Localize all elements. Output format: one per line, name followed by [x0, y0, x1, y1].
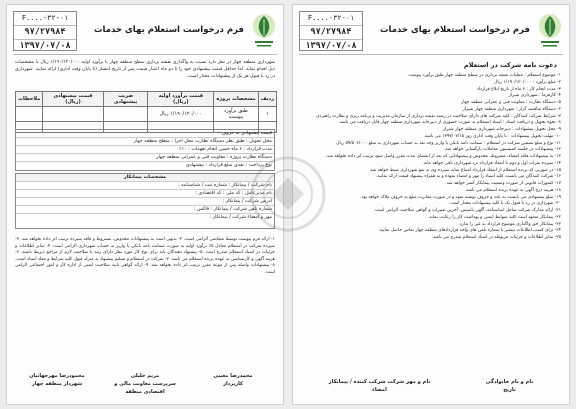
signer-role: سرپرست معاونت مالی و اقتصادی منطقه: [114, 381, 176, 395]
condition-item: ۱۹- مبلغ پیشنهادی می بایست به عدد و حروف نوشته شود و در صورت مغایرت مبلغ به حروف ملاک خواهد بود.: [360, 194, 561, 200]
signer-name: نام و نام خانوادگی: [485, 379, 534, 385]
form-title: فرم درخواست استعلام بهای خدمات: [94, 25, 244, 35]
condition-item: ۳- مدت انجام کار : ۶ ماه از تاریخ ابلاغ قرارداد: [476, 86, 561, 92]
col-estimated-price: قیمت برآورد اولیه (ریال): [148, 92, 214, 107]
delivery-location-row: محل تحویل : طبق نظر دستگاه نظارت محل اجرا : سطح منطقه چهار: [16, 138, 274, 146]
condition-item: ۱۶- شرکت کنندگان می بایست کلیه اسناد را مهر و امضاء نموده و به همراه پیشنهاد قیمت ارائه نمایند.: [375, 174, 561, 180]
condition-item: ۱۵- در صورتی که برنده استعلام از انعقاد قرارداد امتناع نماید سپرده وی به نفع شهرداری ضبط خواهد شد.: [368, 167, 561, 173]
letter-date: ۱۳۹۷/۰۷/۰۸: [19, 41, 71, 51]
contractor-phone-field[interactable]: شماره تلفن شرکت / پیمانکار : فاکس :: [16, 206, 274, 214]
condition-item: ۱- موضوع استعلام : عملیات نقشه برداری در سطح منطقه چهار طبق برآورد پیوست: [408, 73, 561, 78]
form-code: F....-۳۲-۰۱: [14, 12, 76, 26]
signer-name: مریم خلیلی: [130, 373, 160, 379]
col-remarks: ملاحظات: [16, 92, 43, 107]
signer-name: نام و مهر شرکت شرکت کننده / پیمانکار: [328, 379, 431, 385]
col-project-spec: مشخصات پروژه: [214, 92, 259, 107]
condition-item: ۱۲- پیشنهادات در جلسه کمیسیون معاملات بازگشایی خواهد شد.: [443, 147, 561, 153]
municipality-logo-icon: [251, 13, 277, 49]
letter-number: ۹۷/۲۷۹۸۴: [300, 26, 362, 40]
signer-role: کارپرداز: [223, 381, 243, 387]
cell-row-number: ۱: [258, 107, 276, 122]
condition-item: ۷- شرایط شرکت کنندگان : کلیه شرکت های دارای صلاحیت در رشته نقشه برداری از سازمان مدیریت و برنامه ریزی و نظارت راهبردی: [316, 113, 561, 119]
condition-item: ۲- مبلغ برآورد : ۱/۱۹۰/۱۲۰/۰۰۰ ریال: [494, 79, 561, 85]
signer-name: محمدرضا معینی: [213, 373, 253, 379]
invitation-title: دعوت نامه شرکت در استعلام: [463, 61, 557, 69]
supervisor-row: دستگاه نظارت پروژه : معاونت فنی و عمرانی منطقه چهار: [16, 154, 274, 162]
signature-item: [486, 378, 534, 394]
contractor-name-field[interactable]: نام شرکت / پیمانکار : شماره ثبت / شناسنامه :: [16, 182, 274, 190]
cell-remarks[interactable]: [16, 107, 43, 122]
items-table: [15, 91, 277, 133]
condition-item: ۱۱- نوع و مبلغ تضمین شرکت در استعلام : ضمانت نامه بانکی یا واریز وجه نقد به حساب شهرداری به مبلغ ۵۹/۵۰۶/۰۰۰ ریال: [336, 140, 561, 146]
signature-item: [329, 378, 431, 394]
col-row-number: ردیف: [258, 92, 276, 107]
signature-item: [191, 372, 275, 396]
condition-item: ۱۸- هزینه درج آگهی به عهده برنده استعلام می باشد.: [464, 187, 561, 193]
col-offered-price: قیمت پیشنهادی (ریال): [43, 92, 103, 107]
condition-item: ۱۰- مهلت تحویل پیشنهادات : تا پایان وقت اداری روز ۱۳۹۷/۰۷/۱۵ می باشد.: [423, 133, 561, 139]
cell-estimated-price: ۱/۱۹۰/۱۲۰/۰۰۰ ریال: [148, 107, 214, 122]
cell-offered-coefficient[interactable]: [103, 107, 148, 122]
condition-item: ۱۴- سپرده نفرات اول و دوم تا انعقاد قرارداد نزد شهرداری باقی خواهد ماند.: [422, 160, 561, 166]
cell-offered-price[interactable]: [43, 107, 103, 122]
signer-role: شهردار منطقه چهار: [31, 381, 83, 387]
condition-item: ۲۴- برای کسب اطلاعات بیشتر با شماره تلفن های واحد قراردادهای منطقه چهار تماس حاصل نمایید.: [378, 228, 561, 234]
form-title: فرم درخواست استعلام بهای خدمات: [380, 25, 530, 35]
form-header: [13, 11, 277, 55]
signature-item: [15, 372, 99, 396]
contract-duration-row: مدت قرارداد : ۶ ماه حسن انجام تعهدات : ۱۰٪: [16, 146, 274, 154]
contractor-info-box: [15, 173, 275, 229]
condition-item: ۲۱- ارائه مدارک شرکت شامل اساسنامه، آگهی تاسیس، آخرین تغییرات و گواهی صلاحیت الزامی است.: [373, 208, 561, 213]
form-meta-box: [13, 11, 77, 51]
signature-item: [103, 372, 187, 396]
col-offered-coefficient: ضریب پیشنهادی: [103, 92, 148, 107]
form-code: F....-۳۲-۰۱: [300, 12, 362, 26]
request-intro-text: شهرداری منطقه چهار در نظر دارد نسبت به واگذاری نقشه برداری سطح منطقه چهار با برآورد اولیه ۱/۱۹۰/۱۲۰/۰۰۰ ریال با مشخصات ذیل اقدام نماید. لذا حداقل قیمت پیشنهادی خود را تا دو ماه اعتبار قیمت پس از تاریخ انتشار (تا پایان وقت اداری) ارائه نمایید. شهرداری در رد یا قبول هر یک از پیشنهادات مختار است.: [15, 60, 275, 80]
signer-role: تاریخ: [503, 387, 516, 393]
right-signature-block: [301, 378, 561, 394]
signer-role: امضاء: [372, 387, 387, 393]
condition-item: ۱۷- کسورات قانونی از صورت وضعیت پیمانکار کسر خواهد شد.: [445, 181, 561, 186]
condition-item: ۲۲- پیمانکار متعهد است کلیه ضوابط ایمنی و بهداشت کار را رعایت نماید.: [427, 214, 561, 220]
letter-number: ۹۷/۲۷۹۸۴: [14, 26, 76, 40]
offered-price-in-words-field[interactable]: قیمت پیشنهادی به حروف :: [16, 130, 274, 138]
items-table-header: [16, 92, 277, 107]
conditions-list: [301, 73, 561, 242]
condition-item: ۲۰- شهرداری در رد یا قبول یک یا کلیه پیشنهادات مختار است.: [448, 201, 561, 207]
invitation-page: [292, 4, 570, 405]
condition-item: ۲۳- پیمانکار حق واگذاری موضوع قرارداد به غیر را ندارد.: [458, 221, 561, 227]
form-meta-box: [299, 11, 363, 51]
condition-item: ۶- دستگاه مناقصه گزار : شهرداری منطقه چهار شیراز: [462, 106, 561, 112]
signer-name: محمودرضا مهرجهانیان: [29, 373, 85, 379]
contractor-address-field[interactable]: آدرس شرکت / پیمانکار :: [16, 198, 274, 206]
contractor-manager-field[interactable]: نام مدیرعامل : کد ملی : کد اقتصادی :: [16, 190, 274, 198]
condition-item: ۲۵- سایر اطلاعات و جزئیات مربوطه در اسناد استعلام مندرج می باشد.: [431, 235, 561, 240]
condition-item: ۱۳- به پیشنهادات فاقد امضاء، مشروط، مخدوش و پیشنهاداتی که بعد از انقضای مدت مقرر واصل شود ترتیب اثر داده نخواهد شد.: [325, 154, 561, 159]
condition-item: ۹- محل تحویل پیشنهادات : دبیرخانه شهرداری منطقه چهار شیراز: [442, 127, 561, 132]
table-row: [16, 107, 277, 122]
cell-project-spec: طبق برآورد پیوست: [214, 107, 259, 122]
payment-type-row: نوع پرداخت : نقدی مبلغ قرارداد : پیشنهادی: [185, 163, 272, 168]
condition-item: ۴- کارفرما : شهرداری شیراز: [508, 93, 561, 99]
form-header: [299, 11, 563, 55]
municipality-logo-icon: [537, 13, 563, 49]
contractor-seal-field[interactable]: مهر و امضاء شرکت / پیمانکار :: [209, 215, 272, 220]
left-signature-block: [15, 372, 275, 396]
price-request-form-page: [6, 4, 284, 405]
contractor-section-title: مشخصات پیمانکار: [16, 174, 274, 182]
condition-item: ۵- دستگاه نظارت : معاونت فنی و عمرانی منطقه چهار: [461, 100, 561, 105]
project-info-box: [15, 129, 275, 171]
form-notes: ۱- ارائه فرم پیوست توسط متقاضی الزامی است. ۲- بدیهی است به پیشنهادات مخدوش، مشروط و فاقد سپرده ترتیب اثر داده نخواهد شد. ۳- سپرده شرکت در استعلام معادل ۵٪ برآورد اولیه به صورت ضمانت نامه بانکی یا واریز به حساب شهرداری الزامی است. ۴- سایر اطلاعات و جزئیات در اسناد استعلام مندرج است. ۵- پیشنهاد دهندگان باید برای نوع کار مورد نظر دارای رتبه یا صلاحیت لازم از مراجع ذیربط باشند. ۶- هزینه آگهی و کارشناسی به عهده برنده استعلام می باشد. ۷- شرکت در استعلام و تسلیم پیشنهاد به منزله قبول کلیه شرایط و مفاد اسناد است. ۸- پیشنهادات واصله پس از موعد مقرر ترتیب اثر داده نخواهد شد. ۹- ارائه گواهی تایید صلاحیت ایمنی از اداره کار و امور اجتماعی الزامی است.: [15, 237, 275, 275]
condition-item: ۸- نحوه تحویل و دریافت اسناد : اسناد استعلام به صورت حضوری از دبیرخانه شهرداری منطقه چهار قابل دریافت می باشد.: [338, 120, 561, 126]
letter-date: ۱۳۹۷/۰۷/۰۸: [305, 41, 357, 51]
